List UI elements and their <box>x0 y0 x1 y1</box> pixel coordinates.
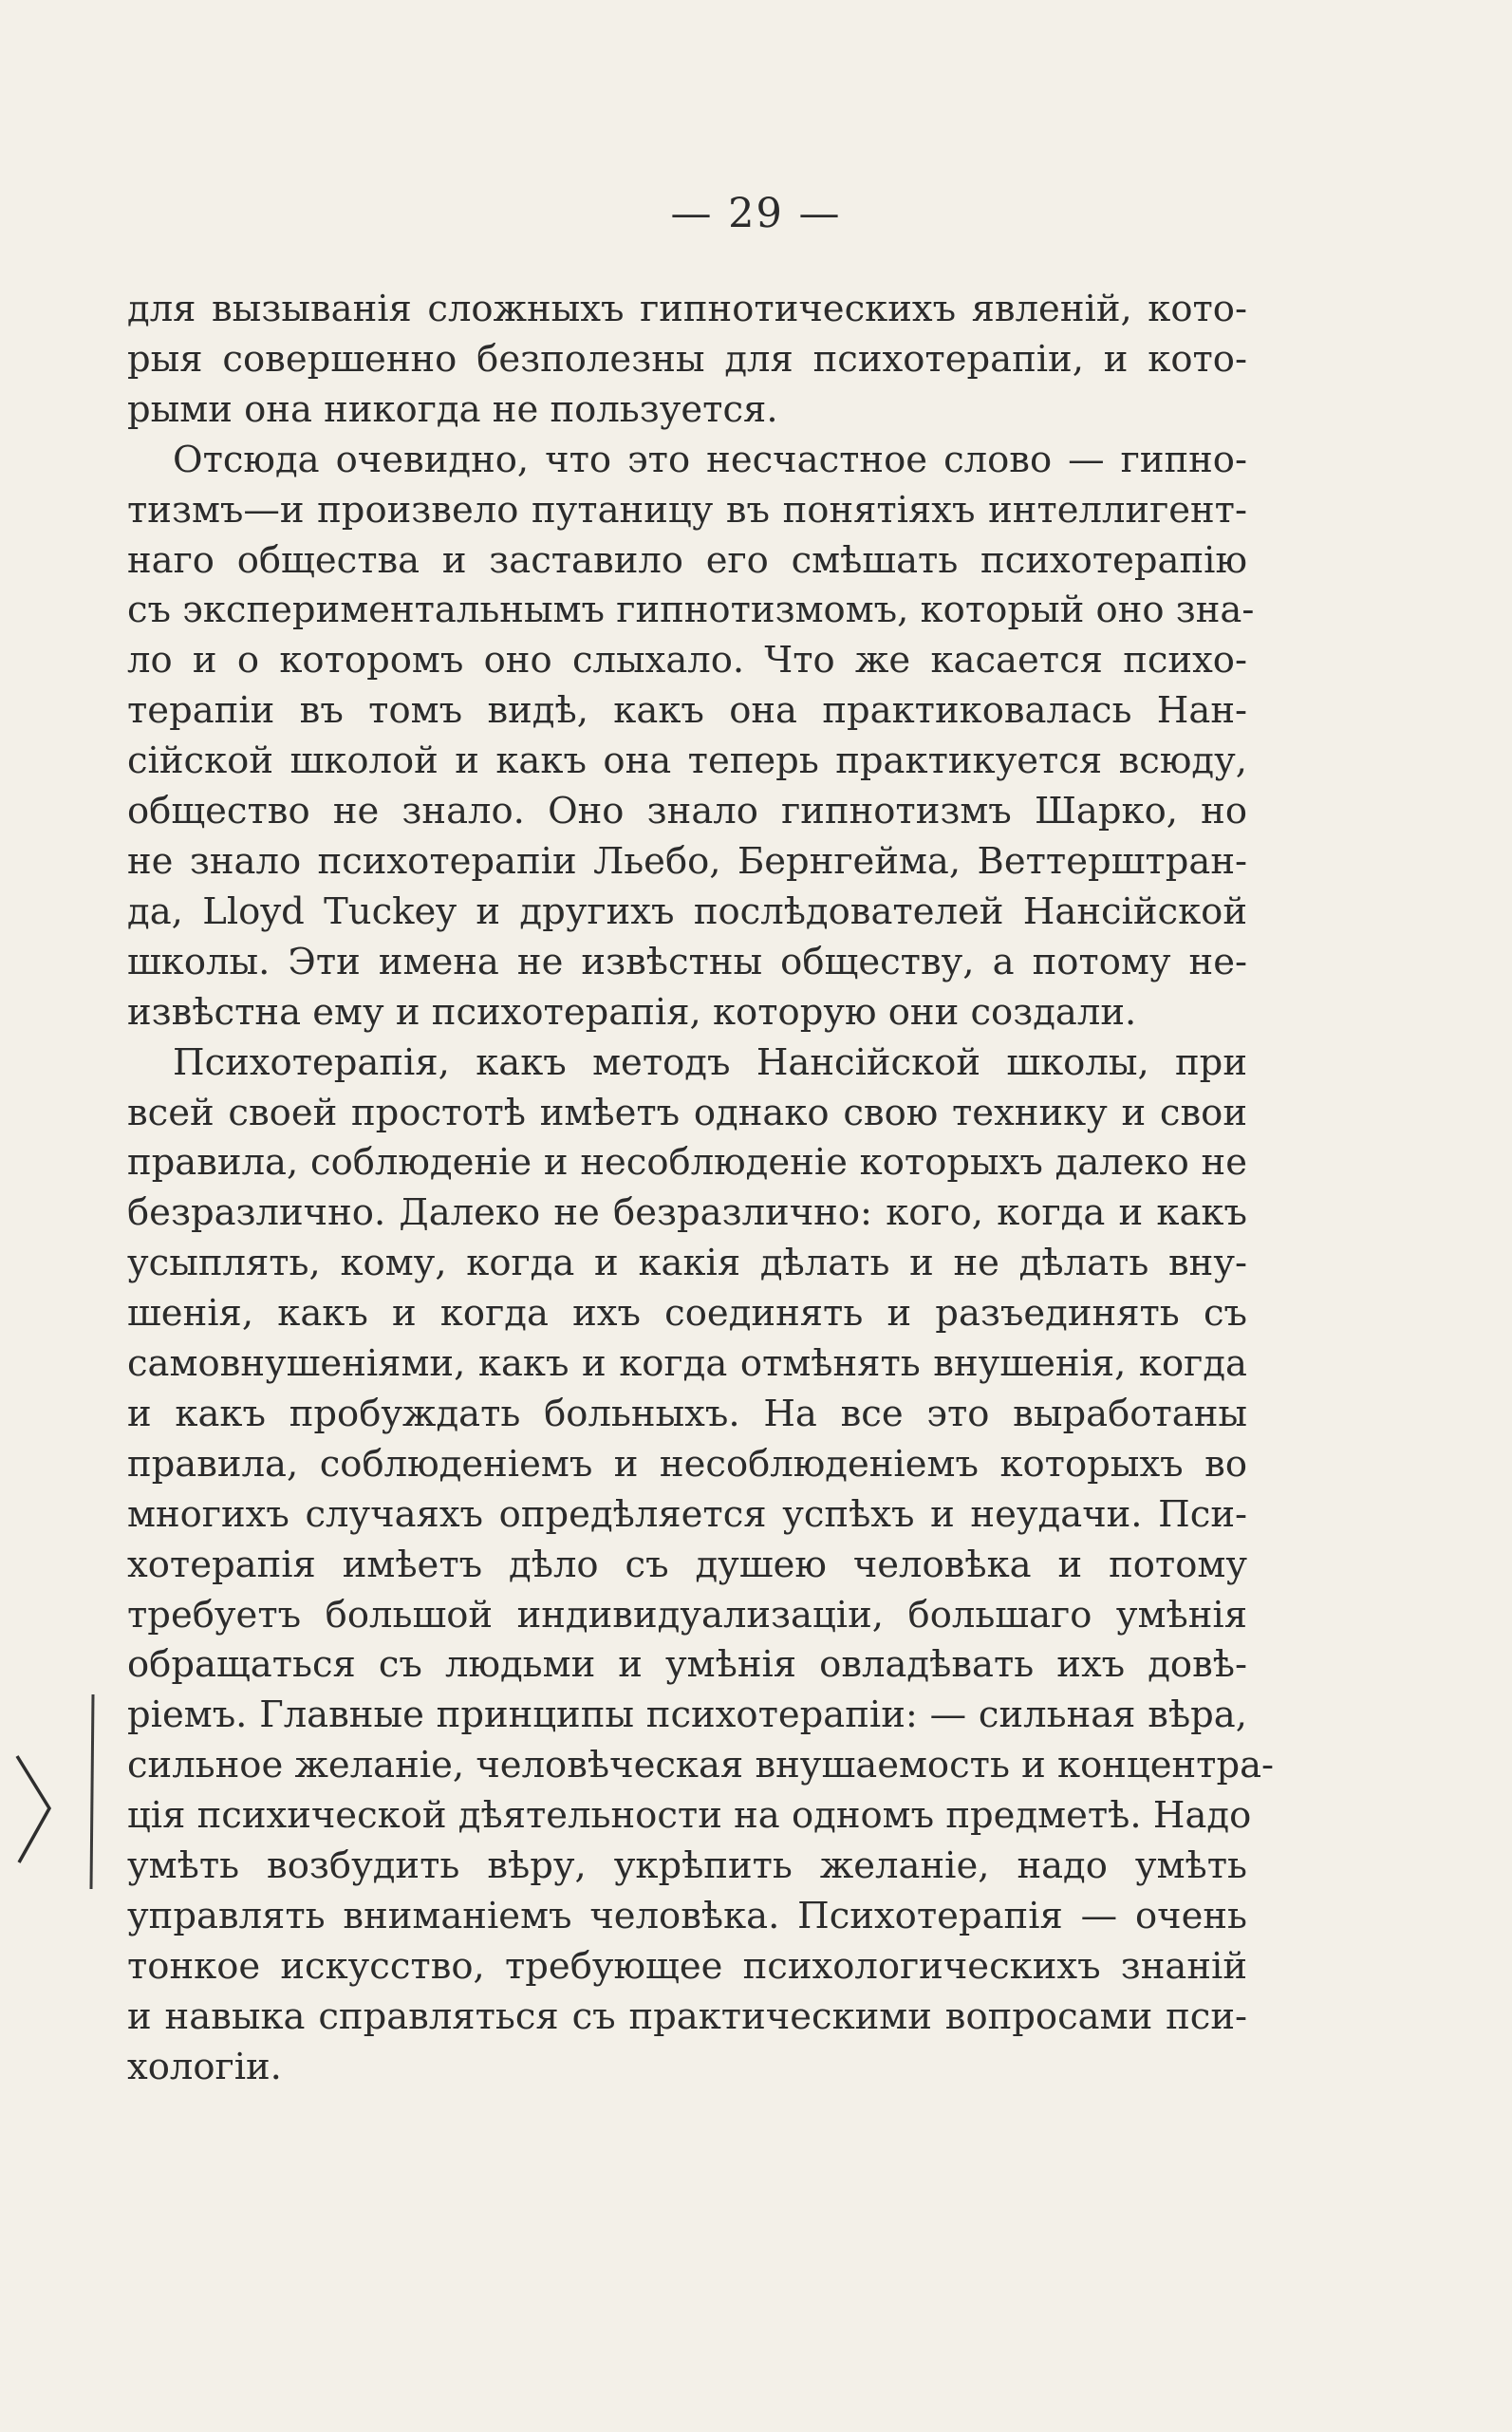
text-line: рыми она никогда не пользуется. <box>127 387 778 431</box>
text-line: не знало психотерапіи Льебо, Бернгейма, Веттерштран- <box>127 839 1247 883</box>
text-line: многихъ случаяхъ опредѣляется успѣхъ и неудачи. Пси- <box>127 1492 1247 1536</box>
text-line: правила, соблюденіемъ и несоблюденіемъ которыхъ во <box>127 1442 1247 1486</box>
text-line: ло и о которомъ оно слыхало. Что же касается психо- <box>127 639 1247 683</box>
text-line: извѣстна ему и психотерапія, которую они создали. <box>127 990 1137 1034</box>
text-line: рыя совершенно безполезны для психотерапіи, и кото- <box>127 337 1247 381</box>
text-line: терапіи въ томъ видѣ, какъ она практиковалась Нан- <box>127 689 1247 733</box>
text-line: наго общества и заставило его смѣшать психотерапію <box>127 538 1247 582</box>
text-line: самовнушеніями, какъ и когда отмѣнять внушенія, когда <box>127 1342 1247 1386</box>
text-line: хотерапія имѣетъ дѣло съ душею человѣка и потому <box>127 1543 1247 1586</box>
text-line: усыплять, кому, когда и какія дѣлать и не дѣлать вну- <box>127 1242 1247 1285</box>
body-text <box>127 285 1275 2093</box>
text-line: школы. Эти имена не извѣстны обществу, а потому не- <box>127 940 1247 983</box>
text-line: всей своей простотѣ имѣетъ однако свою технику и свои <box>127 1091 1247 1134</box>
text-line: сильное желаніе, человѣческая внушаемость и концентра- <box>127 1744 1275 1787</box>
text-line: общество не знало. Оно знало гипнотизмъ Шарко, но <box>127 790 1247 833</box>
text-line: тизмъ—и произвело путаницу въ понятіяхъ интеллигент- <box>127 488 1247 532</box>
text-line: сійской школой и какъ она теперь практикуется всюду, <box>127 739 1247 783</box>
text-line: съ экспериментальнымъ гипнотизмомъ, который оно зна- <box>127 589 1255 632</box>
text-line: шенія, какъ и когда ихъ соединять и разъединять съ <box>127 1292 1247 1336</box>
text-line: для вызыванія сложныхъ гипнотическихъ явленій, кото- <box>127 288 1247 330</box>
text-line: требуетъ большой индивидуализаціи, большаго умѣнія <box>127 1593 1247 1637</box>
text-line: Психотерапія, какъ методъ Нансійской школы, при <box>173 1040 1247 1084</box>
text-line: правила, соблюденіе и несоблюденіе которыхъ далеко не <box>127 1141 1247 1185</box>
text-line: да, Lloyd Tuckey и другихъ послѣдователей Нансійской <box>127 889 1247 933</box>
text-line: и навыка справляться съ практическими вопросами пси- <box>127 1994 1247 2038</box>
margin-bracket-mark <box>0 0 133 2432</box>
text-line: умѣть возбудить вѣру, укрѣпить желаніе, надо умѣть <box>127 1844 1247 1888</box>
text-line: Отсюда очевидно, что это несчастное слово — гипно- <box>173 438 1247 481</box>
page-number: — 29 — <box>670 190 842 237</box>
text-line: хологіи. <box>127 2045 282 2088</box>
text-line: обращаться съ людьми и умѣнія овладѣвать ихъ довѣ- <box>127 1643 1247 1687</box>
text-line: тонкое искусство, требующее психологическихъ знаній <box>127 1944 1247 1988</box>
text-line: и какъ пробуждать больныхъ. На все это выработаны <box>127 1392 1247 1435</box>
text-line: безразлично. Далеко не безразлично: кого, когда и какъ <box>127 1191 1247 1235</box>
text-line: ція психической дѣятельности на одномъ предметѣ. Надо <box>127 1794 1252 1838</box>
text-line: ріемъ. Главные принципы психотерапіи: — сильная вѣра, <box>127 1693 1247 1737</box>
text-line: управлять вниманіемъ человѣка. Психотерапія — очень <box>127 1895 1247 1937</box>
